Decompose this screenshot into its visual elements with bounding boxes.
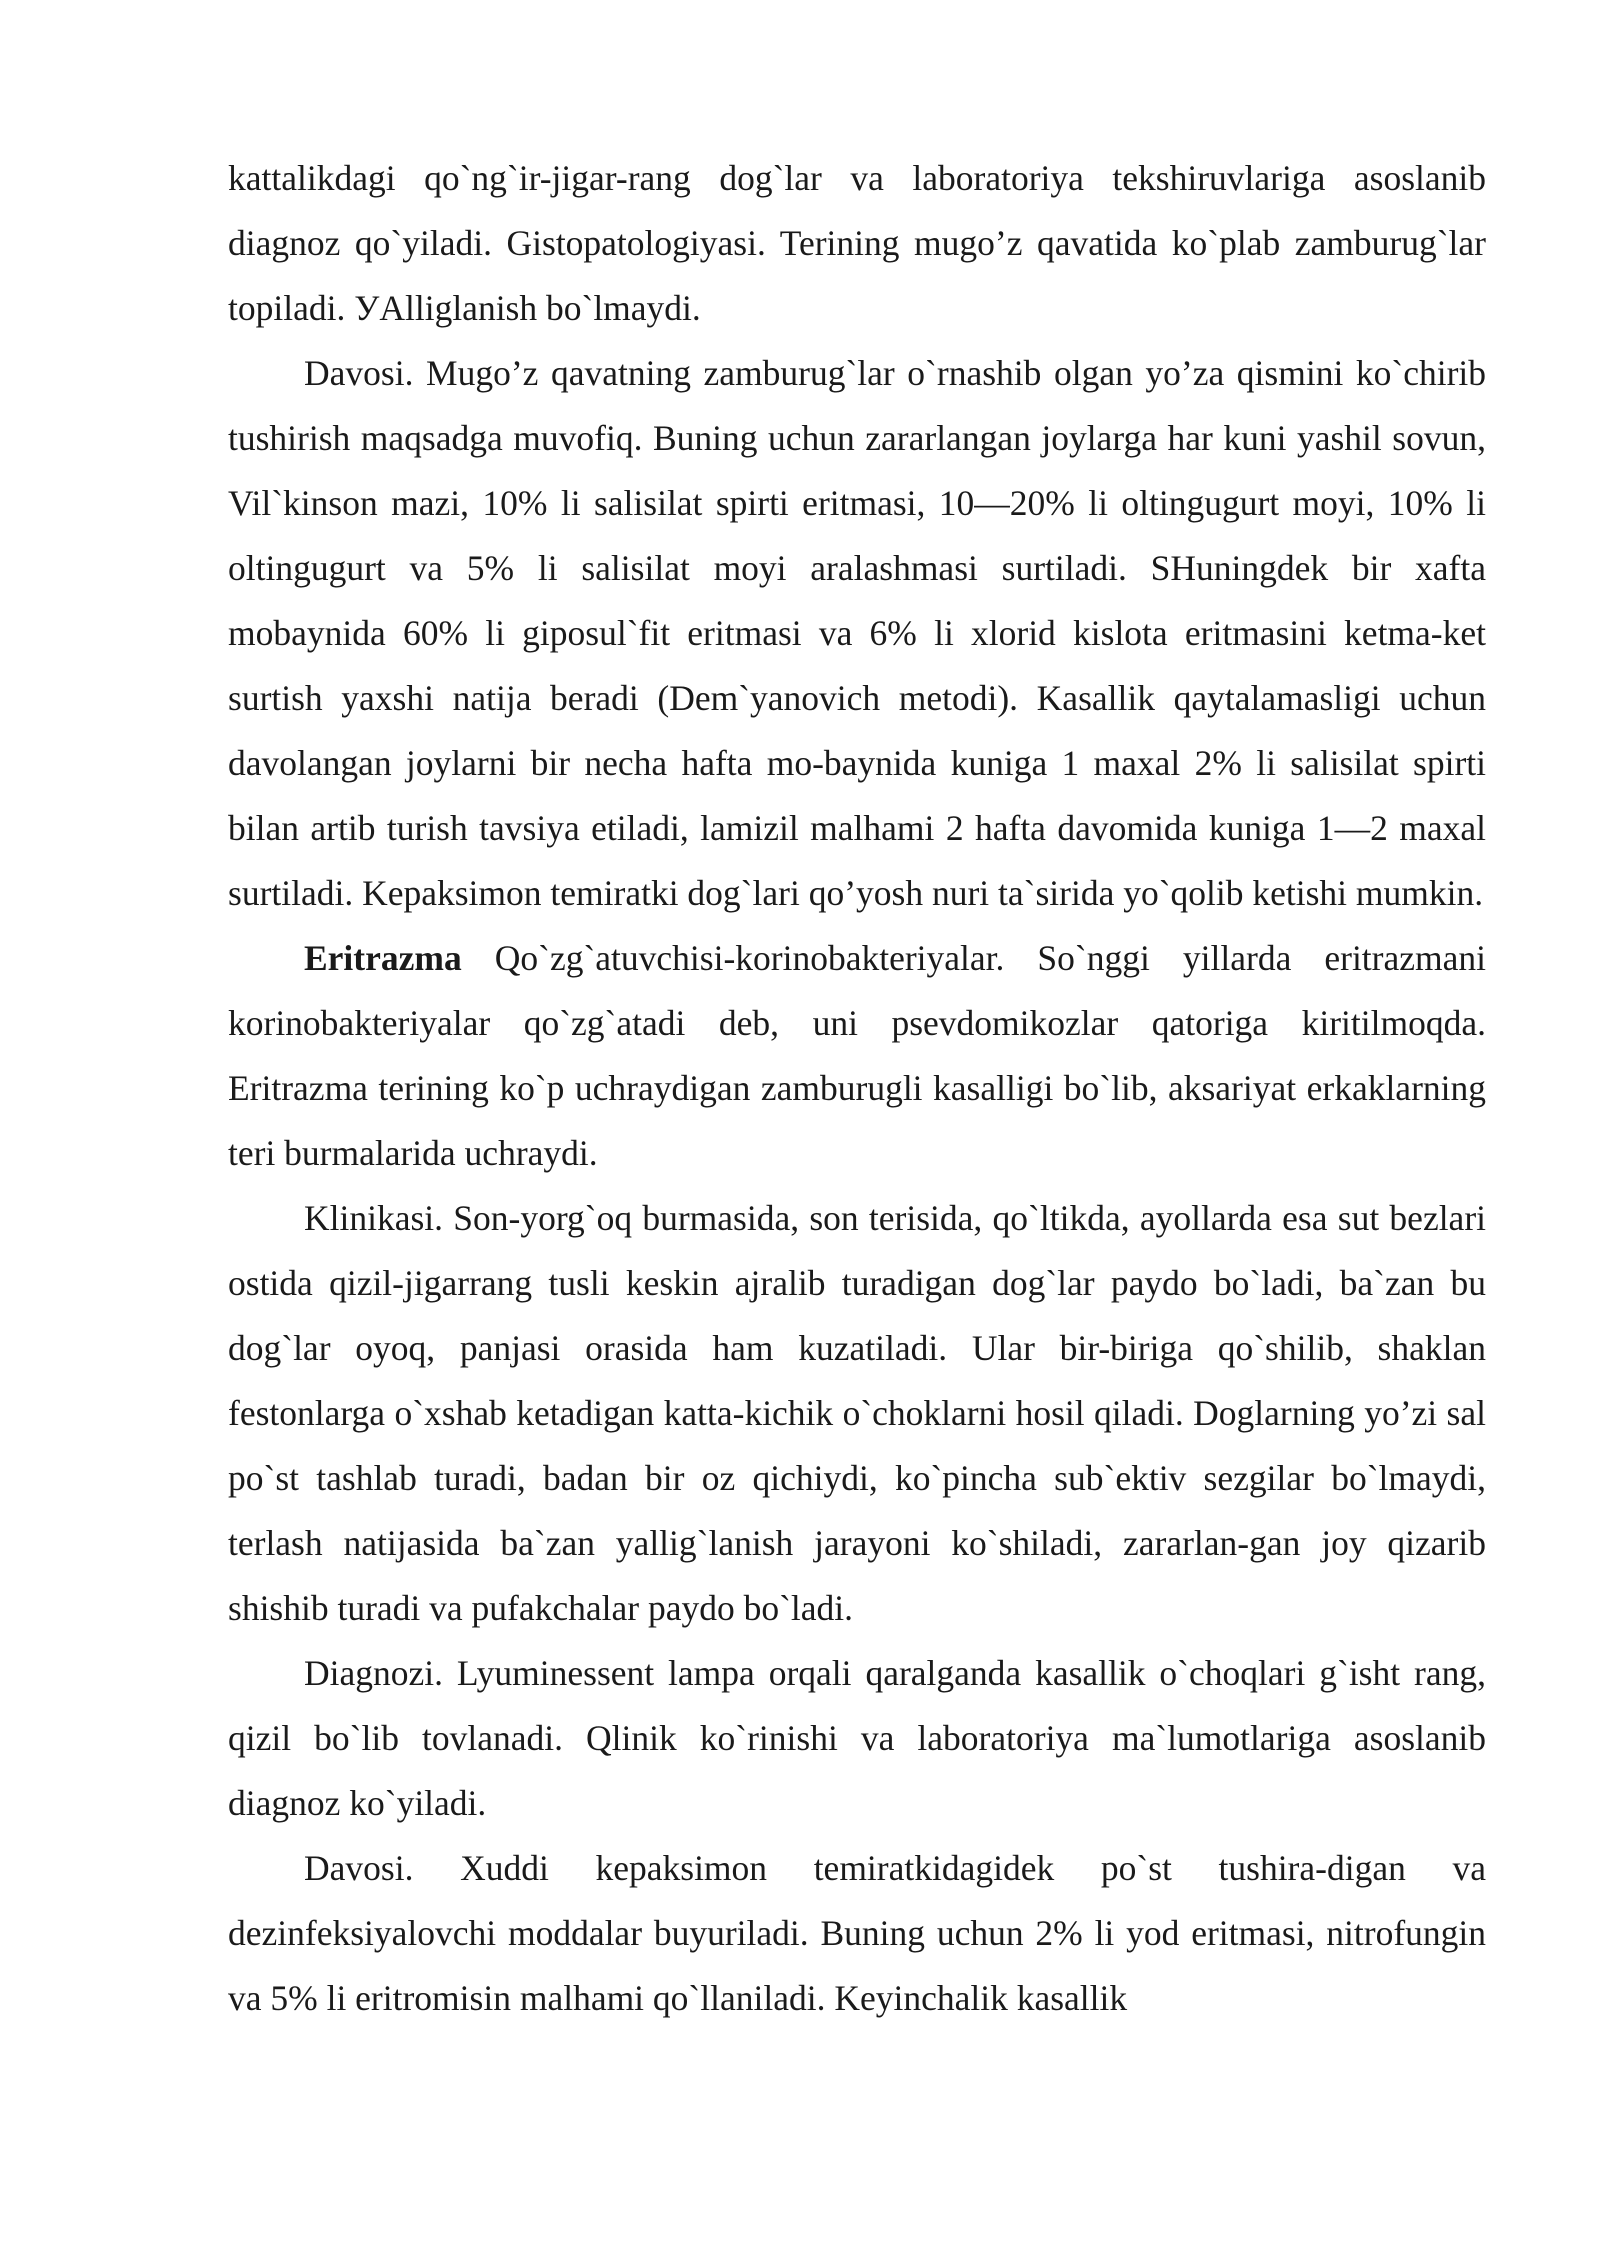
- paragraph-continuation: [228, 146, 1486, 341]
- paragraph-text: Davosi. Xuddi kepaksimon temiratkidagidek po`st tushira-digan va dezinfeksiyalovchi moddalar buyuriladi. Buning uchun 2% li yod eritmasi, nitrofungin va 5% li eritromisin malhami qo`llaniladi. Keyinchalik kasallik: [228, 1848, 1486, 2018]
- paragraph-text: Klinikasi. Son-yorg`oq burmasida, son terisida, qo`ltikda, ayollarda esa sut bezlari ostida qizil-jigarrang tusli keskin ajralib turadigan dog`lar paydo bo`ladi, ba`zan bu dog`lar oyoq, panjasi orasida ham kuzatiladi. Ular bir-biriga qo`shilib, shaklan festonlarga o`xshab ketadigan katta-kichik o`choklarni hosil qiladi. Doglarning yo’zi sal po`st tashlab turadi, badan bir oz qichiydi, ko`pincha sub`ektiv sezgilar bo`lmaydi, terlash natijasida ba`zan yallig`lanish jarayoni ko`shiladi, zararlan-gan joy qizarib shishib turadi va pufakchalar paydo bo`ladi.: [228, 1198, 1486, 1628]
- paragraph-text: Davosi. Mugo’z qavatning zamburug`lar o`rnashib olgan yo’za qismini ko`chirib tushirish maqsadga muvofiq. Buning uchun zararlangan joylarga har kuni yashil sovun, Vil`kinson mazi, 10% li salisilat spirti eritmasi, 10—20% li oltingugurt moyi, 10% li oltingugurt va 5% li salisilat moyi aralashmasi surtiladi. SHuningdek bir xafta mobaynida 60% li giposul`fit eritmasi va 6% li xlorid kislota eritmasini ketma-ket surtish yaxshi natija beradi (Dem`yanovich metodi). Kasallik qaytalamasligi uchun davolangan joylarni bir necha hafta mo-baynida kuniga 1 maxal 2% li salisilat spirti bilan artib turish tavsiya etiladi, lamizil malhami 2 hafta davomida kuniga 1—2 maxal surtiladi. Kepaksimon temiratki dog`lari qo’yosh nuri ta`sirida yo`qolib ketishi mumkin.: [228, 353, 1486, 913]
- paragraph-diagnosis: [228, 1641, 1486, 1836]
- paragraph-text: Diagnozi. Lyuminessent lampa orqali qaralganda kasallik o`choqlari g`isht rang, qizil bo`lib tovlanadi. Qlinik ko`rinishi va laboratoriya ma`lumotlariga asoslanib diagnoz ko`yiladi.: [228, 1653, 1486, 1823]
- paragraph-clinical: [228, 1186, 1486, 1641]
- paragraph-text: kattalikdagi qo`ng`ir-jigar-rang dog`lar va laboratoriya tekshiruvlariga asoslanib diagnoz qo`yiladi. Gistopatologiyasi. Terining mugo’z qavatida ko`plab zamburug`lar topiladi. УAlliglanish bo`lmaydi.: [228, 158, 1486, 328]
- paragraph-treatment: [228, 341, 1486, 926]
- section-heading: Eritrazma: [304, 938, 462, 978]
- document-page: [228, 146, 1486, 2031]
- paragraph-erythrasma: [228, 926, 1486, 1186]
- paragraph-treatment-2: [228, 1836, 1486, 2031]
- paragraph-text: Qo`zg`atuvchisi-korinobakteriyalar. So`nggi yillarda eritrazmani korinobakteriyalar qo`zg`atadi deb, uni psevdomikozlar qatoriga kiritilmoqda. Eritrazma terining ko`p uchraydigan zamburugli kasalligi bo`lib, aksariyat erkaklarning teri burmalarida uchraydi.: [228, 938, 1486, 1173]
